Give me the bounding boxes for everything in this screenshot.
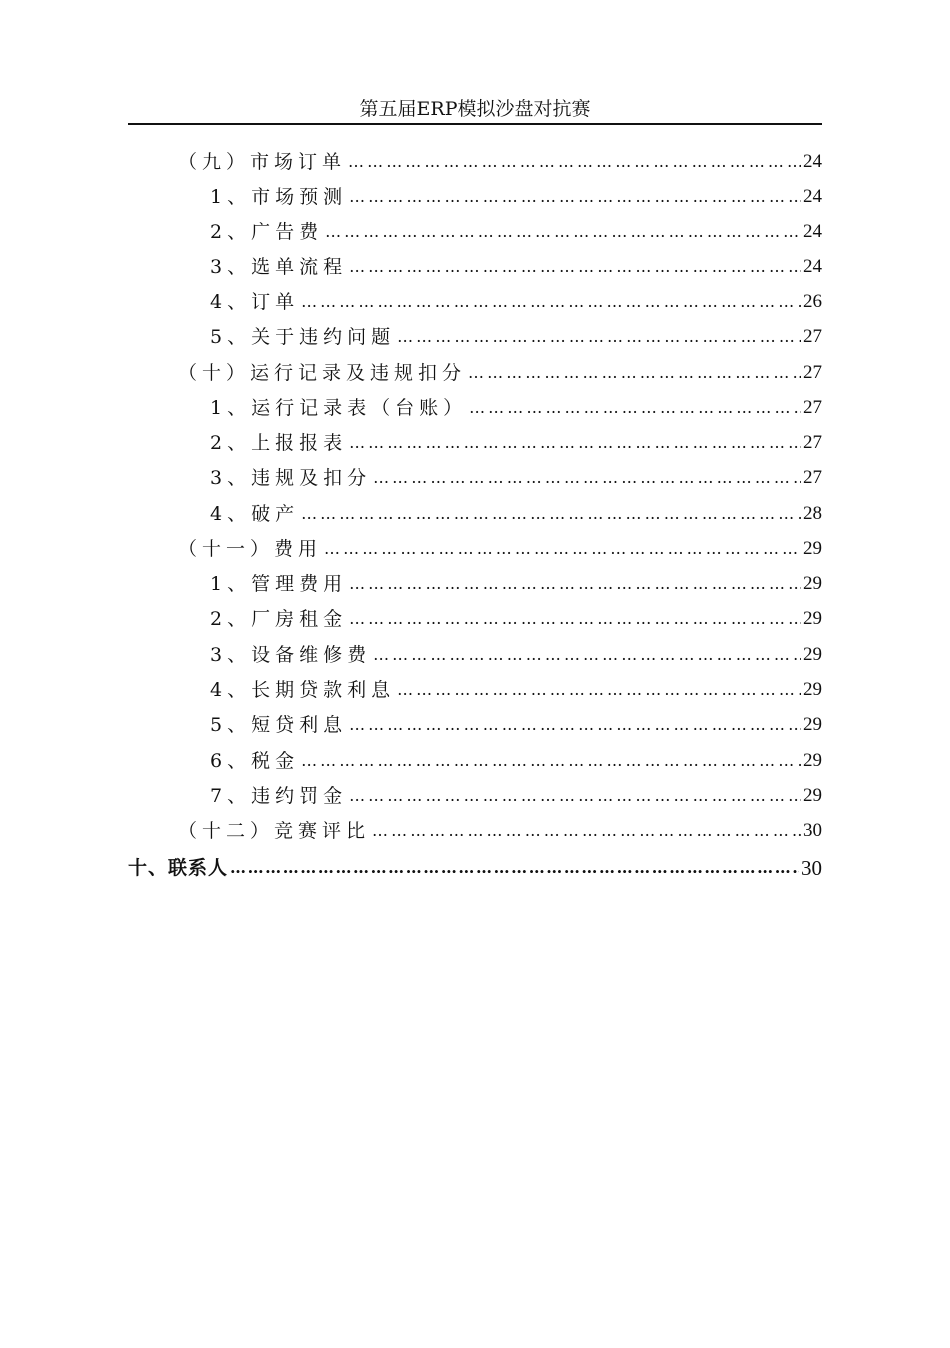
toc-entry-title: 4、长期贷款利息 (210, 679, 396, 701)
toc-entry-title: （十二）竞赛评比 (178, 820, 371, 842)
toc-entry[interactable] (210, 215, 822, 245)
toc-dot-leader (349, 184, 801, 210)
toc-dot-leader (301, 501, 801, 527)
toc-entry[interactable] (210, 180, 822, 210)
toc-page-number: 27 (803, 432, 822, 453)
toc-entry-title: 2、广告费 (210, 221, 324, 243)
toc-entry[interactable] (128, 851, 822, 881)
toc-page-number: 29 (803, 785, 822, 806)
toc-page-number: 24 (803, 221, 822, 242)
toc-entry-title: 2、厂房租金 (210, 608, 348, 630)
toc-page-number: 28 (803, 503, 822, 524)
toc-dot-leader (349, 571, 801, 597)
toc-dot-leader (397, 324, 801, 350)
toc-dot-leader (348, 149, 801, 175)
toc-dot-leader (469, 395, 801, 421)
toc-page-number: 29 (803, 608, 822, 629)
toc-page-number: 24 (803, 256, 822, 277)
toc-entry-title: 4、订单 (210, 291, 300, 313)
toc-entry[interactable] (178, 814, 822, 844)
toc-entry[interactable] (210, 250, 822, 280)
toc-entry[interactable] (210, 708, 822, 738)
toc-page-number: 29 (803, 644, 822, 665)
toc-entry-title: 5、关于违约问题 (210, 326, 396, 348)
toc-entry-title: 3、违规及扣分 (210, 467, 372, 489)
toc-entry-title: 1、运行记录表（台账） (210, 397, 468, 419)
toc-dot-leader (468, 360, 801, 386)
toc-entry-title: （九）市场订单 (178, 151, 347, 173)
toc-entry-title: 7、违约罚金 (210, 785, 348, 807)
toc-entry-title: 十、联系人 (128, 857, 229, 879)
toc-entry-title: （十）运行记录及违规扣分 (178, 362, 467, 384)
toc-page-number: 26 (803, 291, 822, 312)
toc-dot-leader (373, 642, 801, 668)
toc-entry[interactable] (210, 426, 822, 456)
toc-entry-title: 2、上报报表 (210, 432, 348, 454)
toc-dot-leader (301, 748, 801, 774)
toc-entry-title: 4、破产 (210, 503, 300, 525)
toc-dot-leader (301, 289, 801, 315)
toc-entry-title: 3、设备维修费 (210, 644, 372, 666)
toc-entry-title: 5、短贷利息 (210, 714, 348, 736)
toc-dot-leader (349, 783, 801, 809)
toc-entry[interactable] (210, 779, 822, 809)
toc-dot-leader (230, 855, 799, 881)
running-header-title: 第五届ERP模拟沙盘对抗赛 (359, 98, 591, 120)
toc-page-number: 29 (803, 750, 822, 771)
toc-entry[interactable] (210, 391, 822, 421)
toc-page-number: 27 (803, 467, 822, 488)
toc-page-number: 29 (803, 679, 822, 700)
toc-page-number: 27 (803, 362, 822, 383)
toc-entry[interactable] (178, 145, 822, 175)
toc-page-number: 30 (801, 856, 822, 880)
toc-page-number: 27 (803, 397, 822, 418)
toc-dot-leader (349, 606, 801, 632)
toc-entry[interactable] (210, 602, 822, 632)
toc-dot-leader (372, 818, 801, 844)
toc-dot-leader (349, 430, 801, 456)
toc-entry[interactable] (210, 320, 822, 350)
toc-page-number: 24 (803, 186, 822, 207)
toc-entry-title: 1、市场预测 (210, 186, 348, 208)
toc-entry[interactable] (210, 285, 822, 315)
toc-dot-leader (325, 219, 801, 245)
toc-entry-title: 6、税金 (210, 750, 300, 772)
toc-page-number: 29 (803, 573, 822, 594)
toc-entry-title: 1、管理费用 (210, 573, 348, 595)
toc-entry[interactable] (210, 497, 822, 527)
toc-entry[interactable] (210, 638, 822, 668)
toc-entry[interactable] (210, 673, 822, 703)
toc-entry-title: （十一）费用 (178, 538, 323, 560)
toc-page-number: 27 (803, 326, 822, 347)
toc-page-number: 29 (803, 714, 822, 735)
toc-dot-leader (397, 677, 801, 703)
toc-dot-leader (324, 536, 801, 562)
toc-dot-leader (349, 712, 801, 738)
toc-dot-leader (349, 254, 801, 280)
toc-entry-title: 3、选单流程 (210, 256, 348, 278)
toc-entry[interactable] (210, 744, 822, 774)
toc-page-number: 29 (803, 538, 822, 559)
toc-page-number: 30 (803, 820, 822, 841)
toc-entry[interactable] (210, 567, 822, 597)
toc-page-number: 24 (803, 151, 822, 172)
toc-dot-leader (373, 465, 801, 491)
toc-entry[interactable] (210, 461, 822, 491)
toc-entry[interactable] (178, 532, 822, 562)
toc-entry[interactable] (178, 356, 822, 386)
